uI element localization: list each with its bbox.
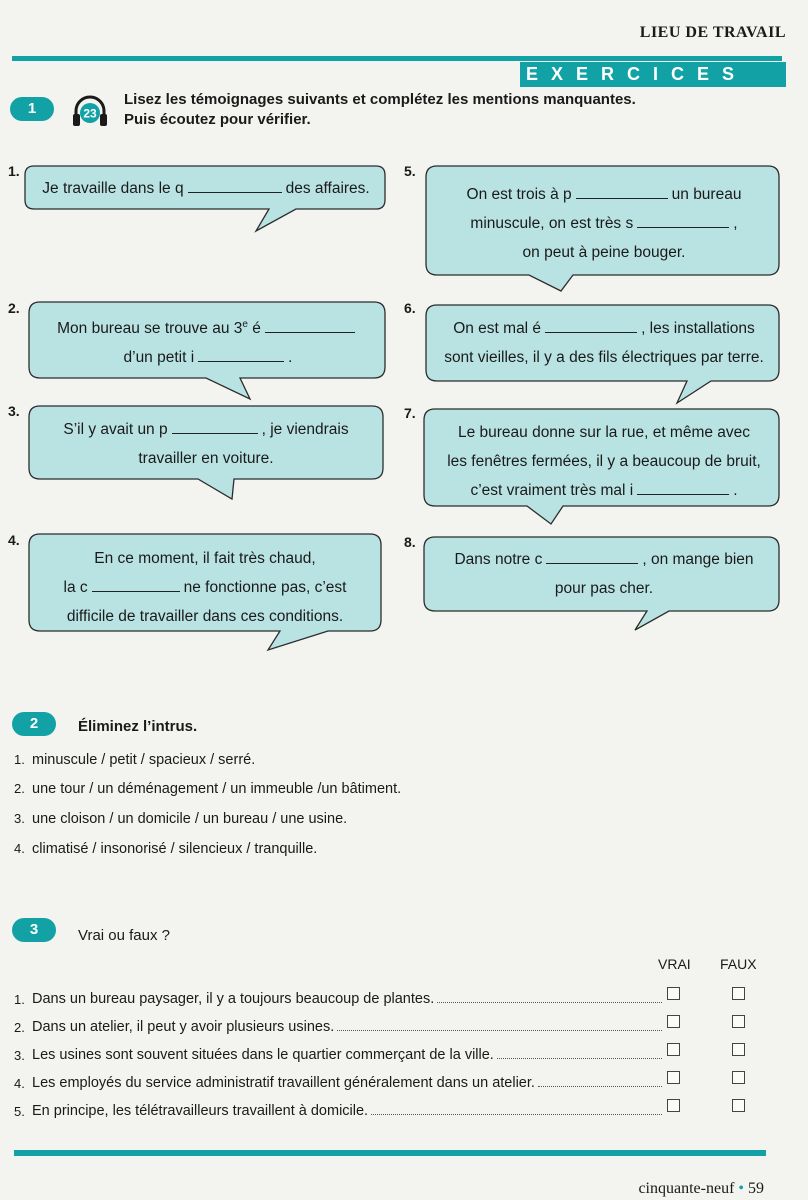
true-false-row: 2. Dans un atelier, il peut y avoir plusieurs usines. bbox=[14, 1013, 664, 1035]
true-checkbox[interactable] bbox=[667, 1071, 680, 1084]
bubble-text-2: Mon bureau se trouve au 3e é d’un petit i . bbox=[30, 310, 386, 372]
item-number: 5. bbox=[404, 163, 416, 179]
false-checkbox[interactable] bbox=[732, 1099, 745, 1112]
list-item: 4. climatisé / insonorisé / silencieux / tranquille. bbox=[14, 841, 318, 857]
answer-blank[interactable] bbox=[265, 332, 355, 333]
true-checkbox[interactable] bbox=[667, 987, 680, 1000]
item-number: 8. bbox=[404, 534, 416, 550]
false-checkbox[interactable] bbox=[732, 1015, 745, 1028]
item-number: 3. bbox=[8, 403, 20, 419]
leader-dots bbox=[538, 1086, 662, 1087]
exercise-1-badge: 1 bbox=[10, 97, 54, 121]
bubble-text-7: Le bureau donne sur la rue, et même avec les fenêtres fermées, il y a beaucoup de bruit, c’est vraiment très mal i . bbox=[447, 424, 761, 499]
column-header-false: FAUX bbox=[720, 956, 757, 972]
item-number: 1. bbox=[8, 163, 20, 179]
track-number: 23 bbox=[83, 106, 97, 121]
header-rule bbox=[12, 56, 782, 61]
answer-blank[interactable] bbox=[637, 494, 729, 495]
exercise-3-badge: 3 bbox=[12, 918, 56, 942]
item-number: 4. bbox=[8, 532, 20, 548]
footer-rule bbox=[14, 1150, 766, 1156]
answer-blank[interactable] bbox=[188, 192, 282, 193]
exercise-3-title: Vrai ou faux ? bbox=[78, 927, 170, 944]
bubble-text-6: On est mal é , les installations sont vieilles, il y a des fils électriques par terre. bbox=[444, 320, 764, 366]
true-false-row: 4. Les employés du service administratif travaillent généralement dans un atelier. bbox=[14, 1069, 664, 1091]
true-false-row: 1. Dans un bureau paysager, il y a toujours beaucoup de plantes. bbox=[14, 985, 664, 1007]
true-checkbox[interactable] bbox=[667, 1099, 680, 1112]
leader-dots bbox=[337, 1030, 662, 1031]
bubble-text-4: En ce moment, il fait très chaud, la c ne fonctionne pas, c’est difficile de travailler dans ces conditions. bbox=[63, 550, 347, 625]
answer-blank[interactable] bbox=[198, 361, 284, 362]
exercise-2-badge: 2 bbox=[12, 712, 56, 736]
leader-dots bbox=[371, 1114, 662, 1115]
column-header-true: VRAI bbox=[658, 956, 691, 972]
false-checkbox[interactable] bbox=[732, 1043, 745, 1056]
bubble-text-5: On est trois à p un bureau minuscule, on est très s , on peut à peine bouger. bbox=[466, 186, 742, 261]
answer-blank[interactable] bbox=[576, 198, 668, 199]
instruction-line-2: Puis écoutez pour vérifier. bbox=[124, 111, 311, 128]
page-number: 59 bbox=[748, 1180, 764, 1197]
true-checkbox[interactable] bbox=[667, 1015, 680, 1028]
page-footer: cinquante-neuf • 59 bbox=[638, 1180, 764, 1197]
answer-blank[interactable] bbox=[545, 332, 637, 333]
answer-blank[interactable] bbox=[637, 227, 729, 228]
bubble-text-1: Je travaille dans le q des affaires. bbox=[42, 180, 370, 197]
answer-blank[interactable] bbox=[172, 433, 258, 434]
true-false-row: 5. En principe, les télétravailleurs travaillent à domicile. bbox=[14, 1097, 664, 1119]
bubble-text-8: Dans notre c , on mange bien pour pas cher. bbox=[454, 551, 754, 597]
false-checkbox[interactable] bbox=[732, 1071, 745, 1084]
instruction-line-1: Lisez les témoignages suivants et complétez les mentions manquantes. bbox=[124, 91, 636, 108]
list-item: 2. une tour / un déménagement / un immeuble /un bâtiment. bbox=[14, 781, 402, 797]
item-number: 6. bbox=[404, 300, 416, 316]
true-false-row: 3. Les usines sont souvent situées dans le quartier commerçant de la ville. bbox=[14, 1041, 664, 1063]
headphones-icon bbox=[70, 92, 110, 132]
exercices-banner: EXERCICES bbox=[520, 62, 786, 87]
answer-blank[interactable] bbox=[92, 591, 180, 592]
section-title: LIEU DE TRAVAIL bbox=[639, 24, 786, 41]
exercise-2-title: Éliminez l’intrus. bbox=[78, 718, 198, 735]
item-number: 7. bbox=[404, 405, 416, 421]
leader-dots bbox=[437, 1002, 662, 1003]
leader-dots bbox=[497, 1058, 662, 1059]
bubble-text-3: S’il y avait un p , je viendrais travailler en voiture. bbox=[63, 421, 349, 467]
list-item: 1. minuscule / petit / spacieux / serré. bbox=[14, 752, 256, 768]
answer-blank[interactable] bbox=[546, 563, 638, 564]
false-checkbox[interactable] bbox=[732, 987, 745, 1000]
true-checkbox[interactable] bbox=[667, 1043, 680, 1056]
item-number: 2. bbox=[8, 300, 20, 316]
list-item: 3. une cloison / un domicile / un bureau / une usine. bbox=[14, 811, 348, 827]
exercise-1-instruction bbox=[124, 90, 636, 130]
